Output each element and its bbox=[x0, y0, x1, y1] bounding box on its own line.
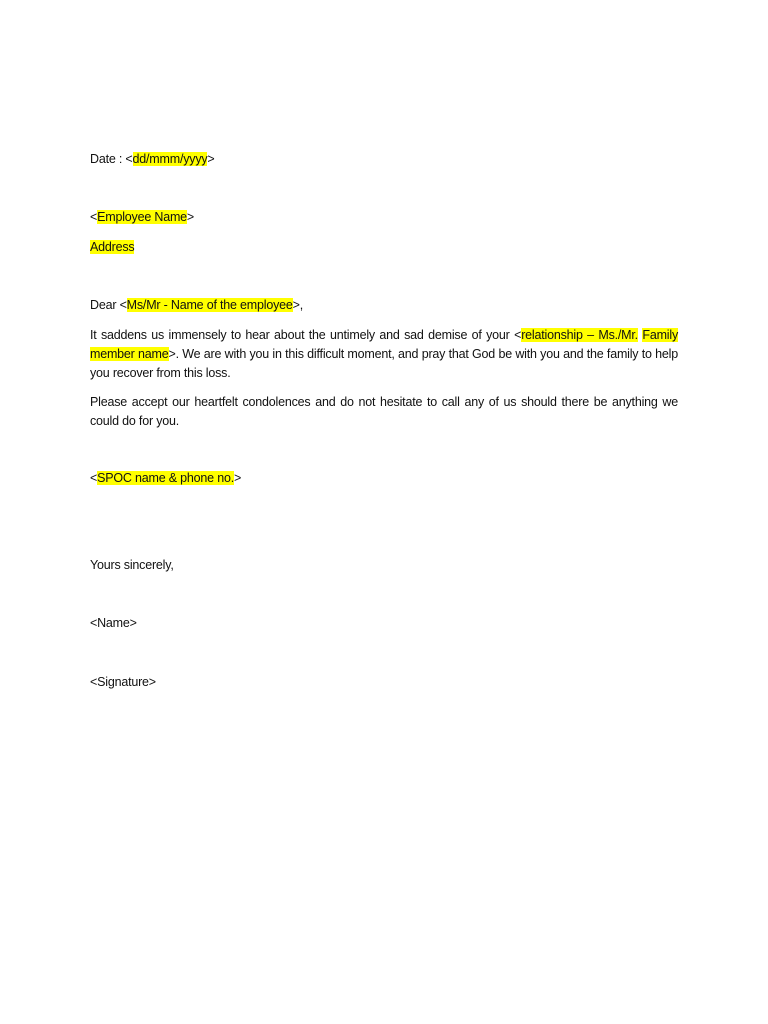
salutation-prefix: Dear < bbox=[90, 298, 127, 312]
date-prefix: Date : < bbox=[90, 152, 133, 166]
family-member-placeholder: Family member name bbox=[90, 328, 678, 361]
address-placeholder: Address bbox=[90, 240, 135, 254]
paragraph2-text: Please accept our heartfelt condolences and do not hesitate to call any of us should there be anything we could do for you. bbox=[90, 395, 678, 428]
paragraph1-text-start: It saddens us immensely to hear about the untimely and sad demise of your < bbox=[90, 328, 522, 342]
spoc-line bbox=[90, 471, 241, 485]
signature-line bbox=[90, 675, 156, 689]
relationship-placeholder: relationship – Ms./Mr. bbox=[521, 328, 638, 342]
spoc-prefix: < bbox=[90, 471, 98, 485]
date-suffix: > bbox=[207, 152, 215, 166]
support-paragraph bbox=[90, 393, 678, 431]
employee-name-suffix: > bbox=[186, 210, 195, 224]
spoc-placeholder: SPOC name & phone no. bbox=[97, 471, 234, 485]
closing-line bbox=[90, 558, 174, 572]
employee-name-line bbox=[90, 210, 194, 224]
signature-placeholder: <Signature> bbox=[90, 675, 156, 689]
date-placeholder: dd/mmm/yyyy bbox=[132, 152, 208, 166]
condolence-paragraph bbox=[90, 326, 678, 383]
employee-name-placeholder: Employee Name bbox=[97, 210, 187, 224]
address-line bbox=[90, 240, 134, 254]
date-line bbox=[90, 152, 215, 166]
salutation-suffix: >, bbox=[292, 298, 304, 312]
name-line bbox=[90, 616, 137, 630]
paragraph1-text-end: >. We are with you in this difficult moment, and pray that God be with you and the family to help you recover from this loss. bbox=[90, 347, 678, 380]
closing-text: Yours sincerely, bbox=[90, 558, 174, 572]
name-placeholder: <Name> bbox=[90, 616, 137, 630]
employee-name-prefix: < bbox=[90, 210, 98, 224]
spoc-suffix: > bbox=[233, 471, 242, 485]
salutation-placeholder: Ms/Mr - Name of the employee bbox=[126, 298, 293, 312]
salutation-line bbox=[90, 298, 303, 312]
